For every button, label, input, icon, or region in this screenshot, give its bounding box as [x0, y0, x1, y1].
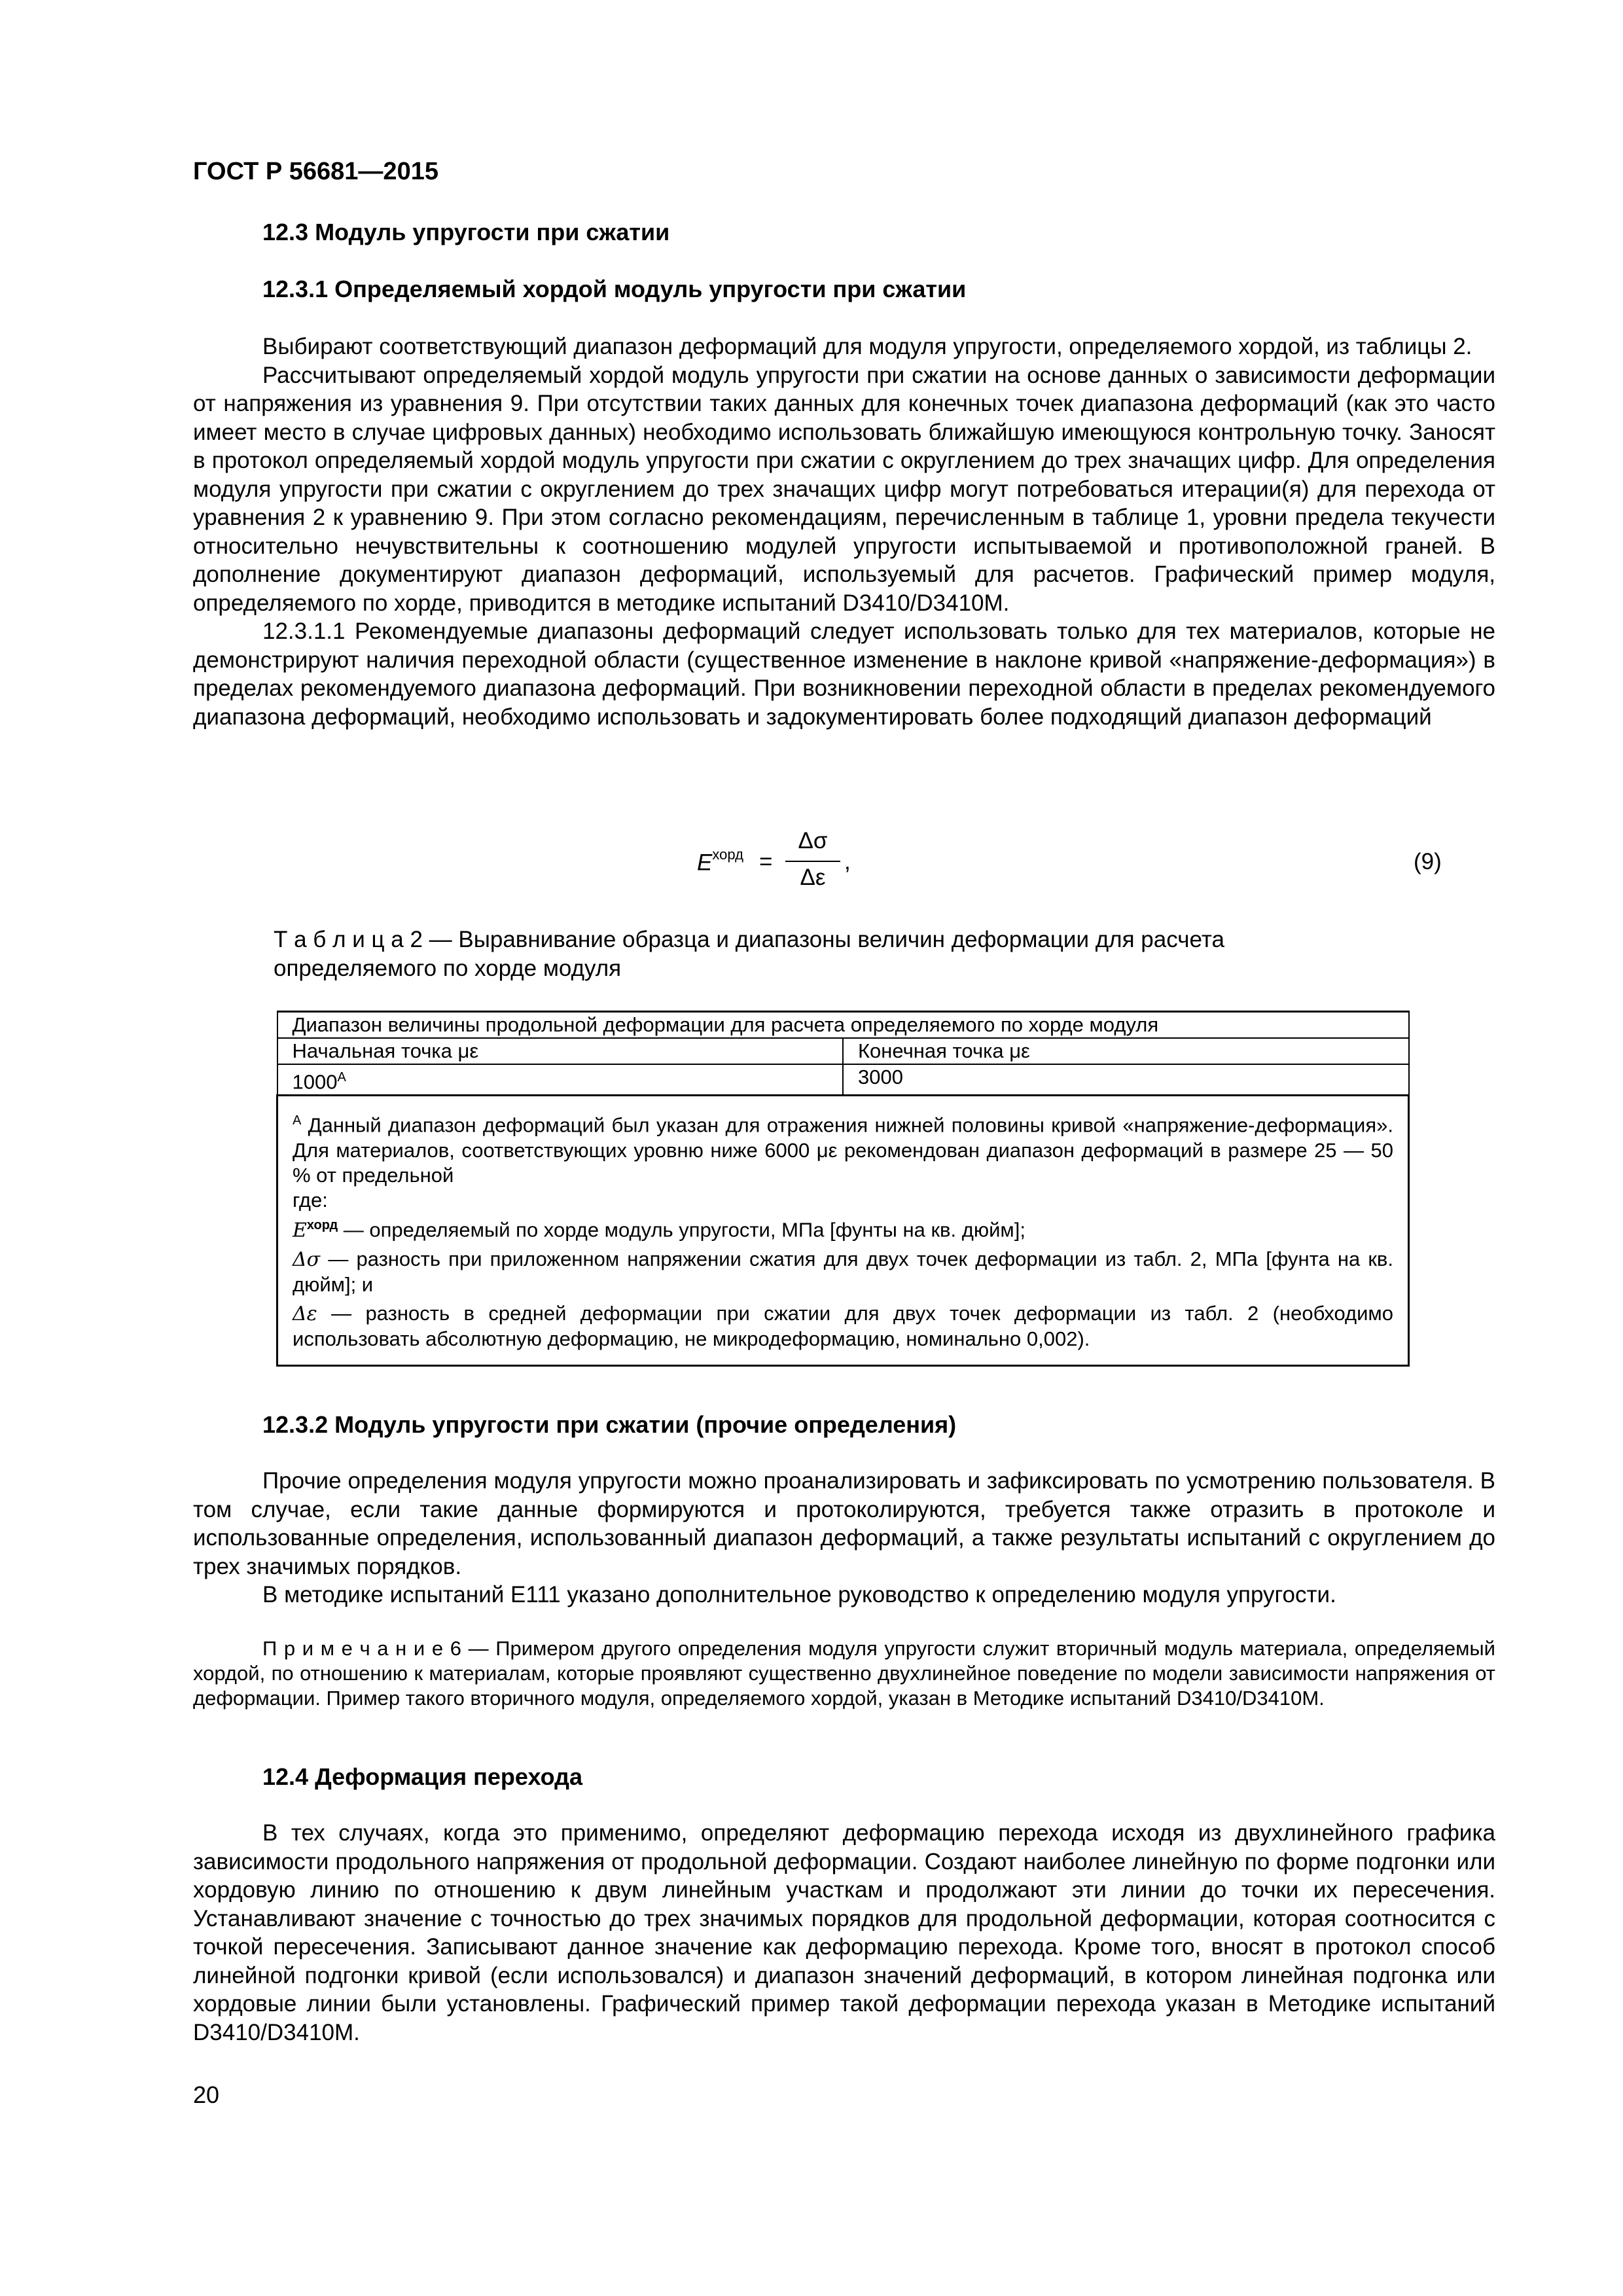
table-2-caption: Т а б л и ц а 2 — Выравнивание образца и диапазоны величин деформации для расчета определяемого по хорде модуля	[274, 927, 1224, 981]
equation-numerator: Δσ	[798, 828, 828, 853]
section-12-3-1-body	[193, 332, 1495, 731]
paragraph: Рассчитывают определяемый хордой модуль упругости при сжатии на основе данных о зависимости деформации от напряжения из уравнения 9. При отсутствии таких данных для конечных точек диапазона деформаций (как это часто имеет место в случае цифровых данных) необходимо использовать ближайшую имеющуюся контрольную точку. Заносят в протокол определяемый хордой модуль упругости при сжатии с округлением до трех значащих цифр. Для определения модуля упругости при сжатии с округлением до трех значащих цифр могут потребоваться итерации(я) для перехода от уравнения 2 к уравнению 9. При этом согласно рекомендациям, перечисленным в таблице 1, уровни предела текучести относительно нечувствительны к соотношению модулей упругости испытываемой и противоположной граней. В дополнение документируют диапазон деформаций, используемый для расчетов. Графический пример модуля, определяемого по хорде, приводится в методике испытаний D3410/D3410M.	[193, 362, 1495, 616]
paragraph: Прочие определения модуля упругости можно проанализировать и зафиксировать по усмотрению пользователя. В том случае, если такие данные формируются и протоколируются, требуется также отразить в протоколе и использованные определения, использованный диапазон деформаций, а также результаты испытаний с округлением до трех значимых порядков.	[193, 1468, 1495, 1579]
paragraph: 12.3.1.1 Рекомендуемые диапазоны деформаций следует использовать только для тех материалов, которые не демонстрируют наличия переходной области (существенное изменение в наклоне кривой «напряжение-деформация») в пределах рекомендуемого диапазона деформаций. При возникновении переходной области в пределах рекомендуемого диапазона деформаций, необходимо использовать и задокументировать более подходящий диапазон деформаций	[193, 619, 1495, 730]
equation-lhs: $E^{хорд}$	[697, 846, 743, 876]
section-12-3-2-body	[193, 1467, 1495, 1609]
equation-comma: ,	[844, 849, 851, 874]
equation-denominator: Δε	[800, 865, 826, 890]
section-12-4-body	[193, 1819, 1495, 2047]
note-label: П р и м е ч а н и е 6	[262, 1637, 461, 1660]
definition-delta-epsilon: Δε — разность в средней деформации при сжатии для двух точек деформации из табл. 2 (необходимо использовать абсолютную деформацию, не микродеформацию, номинально 0,002).	[293, 1301, 1393, 1350]
definition-e-chord: $E^{хорд}$ — определяемый по хорде модуль упругости, МПа [фунты на кв. дюйм];	[293, 1217, 1026, 1242]
paragraph: В методике испытаний E111 указано дополнительное руководство к определению модуля упругости.	[262, 1582, 1336, 1607]
definition-delta-sigma: Δσ — разность при приложенном напряжении сжатия для двух точек деформации из табл. 2, МПа [фунта на кв. дюйм]; и	[293, 1247, 1393, 1296]
section-12-3-1-title: 12.3.1 Определяемый хордой модуль упругости при сжатии	[262, 276, 967, 302]
footnote-a: $^A$ Данный диапазон деформаций был указан для отражения нижней половины кривой «напряжение-деформация». Для материалов, соответствующих уровню ниже 6000 με рекомендован диапазон деформаций в размере 25 — 50 % от предельной	[293, 1113, 1393, 1187]
equation-9	[687, 828, 883, 900]
equation-number: (9)	[1414, 849, 1442, 874]
column-header-start: Начальная точка με	[277, 1038, 844, 1064]
paragraph: Выбирают соответствующий диапазон деформаций для модуля упругости, определяемого хордой, из таблицы 2.	[262, 334, 1472, 359]
cell-end-value: 3000	[843, 1064, 1409, 1096]
note-text: — Примером другого определения модуля упругости служит вторичный модуль материала, определяемый хордой, по отношению к материалам, которые проявляют существенно двухлинейное поведение по модели зависимости напряжения от деформации. Пример такого вторичного модуля, определяемого хордой, указан в Методике испытаний D3410/D3410M.	[193, 1637, 1495, 1710]
column-header-end: Конечная точка με	[843, 1038, 1409, 1064]
section-12-3-title: 12.3 Модуль упругости при сжатии	[262, 219, 670, 245]
note-6	[193, 1636, 1495, 1711]
equation-equals: =	[759, 849, 773, 874]
table-2	[276, 1011, 1410, 1367]
page-number: 20	[193, 2081, 220, 2108]
table-footnote	[277, 1096, 1409, 1366]
fraction-bar	[785, 861, 840, 862]
table-header-cell: Диапазон величины продольной деформации для расчета определяемого по хорде модуля	[277, 1012, 1409, 1039]
document-header: ГОСТ Р 56681—2015	[193, 158, 438, 185]
section-12-3-2-title: 12.3.2 Модуль упругости при сжатии (прочие определения)	[262, 1411, 957, 1438]
cell-start-value: $1000^A$	[277, 1064, 844, 1096]
paragraph: В тех случаях, когда это применимо, определяют деформацию перехода исходя из двухлинейного графика зависимости продольного напряжения от продольной деформации. Создают наиболее линейную по форме подгонки или хордовую линию по отношению к двум линейным участкам и продолжают эти линии до точки их пересечения. Устанавливают значение с точностью до трех значимых порядков для продольной деформации, которая соотносится с точкой пересечения. Записывают данное значение как деформацию перехода. Кроме того, вносят в протокол способ линейной подгонки кривой (если использовался) и диапазон значений деформаций, в котором линейная подгонка или хордовые линии были установлены. Графический пример такой деформации перехода указан в Методике испытаний D3410/D3410M.	[193, 1820, 1495, 2045]
section-12-4-title: 12.4 Деформация перехода	[262, 1763, 582, 1790]
where-label: где:	[293, 1188, 328, 1211]
